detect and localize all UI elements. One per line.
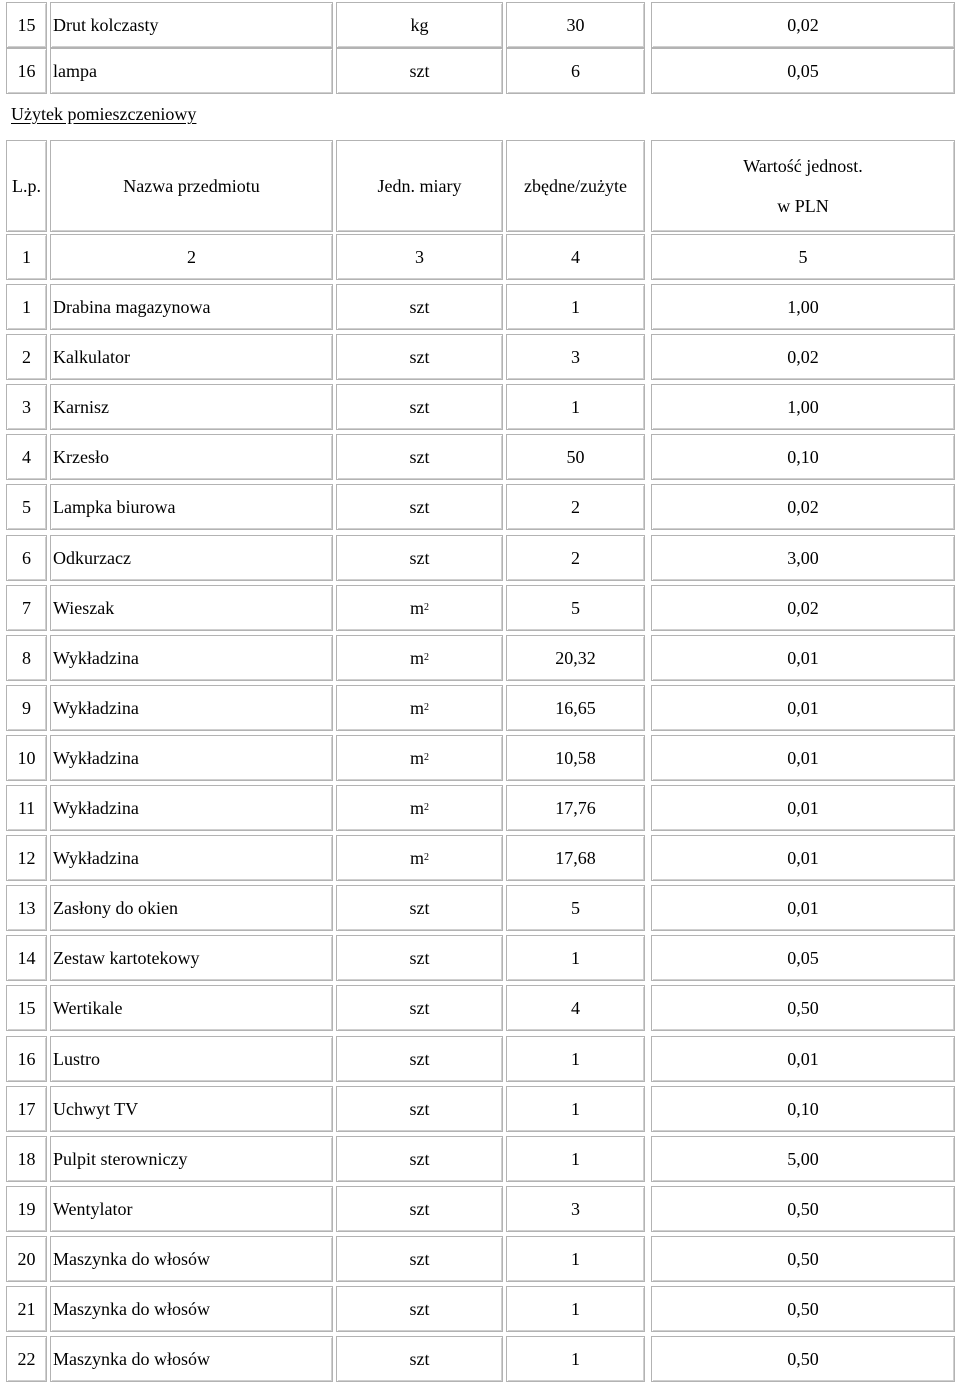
name-cell: Odkurzacz [50,535,333,581]
value-cell: 1,00 [651,284,955,330]
table-row [0,735,960,781]
qty-cell: 5 [506,585,645,631]
value-cell: 0,01 [651,735,955,781]
value-cell: 5,00 [651,1136,955,1182]
lp-cell: 15 [6,2,47,48]
value-cell: 0,01 [651,885,955,931]
unit-cell [336,1236,503,1282]
name-cell: Lampka biurowa [50,484,333,530]
value-cell: 0,10 [651,434,955,480]
header-name: Nazwa przedmiotu [50,140,333,232]
qty-cell: 17,68 [506,835,645,881]
lp-cell: 19 [6,1186,47,1232]
value-cell: 3,00 [651,535,955,581]
header-value-line2: w PLN [777,196,829,216]
value-cell: 0,02 [651,334,955,380]
unit-cell [336,935,503,981]
name-cell: Lustro [50,1036,333,1082]
lp-cell: 6 [6,535,47,581]
lp-cell: 13 [6,885,47,931]
unit-text: m [409,597,424,618]
value-cell: 0,01 [651,635,955,681]
lp-cell: 10 [6,735,47,781]
table-row [0,1236,960,1282]
header-unit: Jedn. miary [336,140,503,232]
lp-cell: 9 [6,685,47,731]
lp-cell: 16 [6,1036,47,1082]
lp-cell: 3 [6,384,47,430]
name-cell: Wieszak [50,585,333,631]
qty-cell: 16,65 [506,685,645,731]
table-row [0,384,960,430]
unit-text: szt [409,446,430,467]
name-cell: Drut kolczasty [50,2,333,48]
qty-cell: 1 [506,1086,645,1132]
unit-text: szt [409,1248,430,1269]
table-row [0,434,960,480]
unit-cell: szt [336,48,503,94]
lp-cell: 14 [6,935,47,981]
table-row [0,885,960,931]
lp-cell: 8 [6,635,47,681]
unit-cell: m 2 [336,585,503,631]
column-number: 1 [6,234,47,280]
unit-cell [336,284,503,330]
value-cell: 0,05 [651,935,955,981]
unit-cell: m 2 [336,835,503,881]
name-cell: Karnisz [50,384,333,430]
value-cell: 0,02 [651,2,955,48]
lp-cell: 17 [6,1086,47,1132]
name-cell: Kalkulator [50,334,333,380]
unit-text: m [409,797,424,818]
qty-cell: 10,58 [506,735,645,781]
qty-cell: 3 [506,334,645,380]
name-cell: Drabina magazynowa [50,284,333,330]
unit-text: szt [409,897,430,918]
table-row [0,2,960,48]
unit-cell: m 2 [336,635,503,681]
name-cell: Maszynka do włosów [50,1236,333,1282]
unit-text: szt [409,1198,430,1219]
name-cell: Wykładzina [50,835,333,881]
unit-text: szt [409,1298,430,1319]
lp-cell: 16 [6,48,47,94]
unit-text: szt [409,396,430,417]
table-row [0,585,960,631]
header-lp: L.p. [6,140,47,232]
qty-cell: 5 [506,885,645,931]
table-row [0,535,960,581]
unit-cell [336,1036,503,1082]
column-number-row [0,234,960,280]
lp-cell: 15 [6,985,47,1031]
qty-cell: 1 [506,1336,645,1382]
name-cell: Krzesło [50,434,333,480]
section-title: Użytek pomieszczeniowy [11,104,197,124]
unit-cell: kg [336,2,503,48]
qty-cell: 3 [506,1186,645,1232]
lp-cell: 11 [6,785,47,831]
lp-cell: 20 [6,1236,47,1282]
unit-cell [336,885,503,931]
table-row [0,685,960,731]
lp-cell: 5 [6,484,47,530]
unit-text: szt [409,296,430,317]
table-row [0,48,960,94]
name-cell: Wykładzina [50,785,333,831]
name-cell: Zestaw kartotekowy [50,935,333,981]
table-row [0,785,960,831]
unit-text: szt [409,997,430,1018]
column-number: 3 [336,234,503,280]
value-cell: 0,10 [651,1086,955,1132]
qty-cell: 1 [506,284,645,330]
lp-cell: 18 [6,1136,47,1182]
table-row [0,484,960,530]
unit-cell [336,484,503,530]
unit-cell [336,1086,503,1132]
qty-cell: 1 [506,1286,645,1332]
table-row [0,935,960,981]
unit-text: m [409,747,424,768]
value-cell: 0,50 [651,1186,955,1232]
lp-cell: 4 [6,434,47,480]
lp-cell: 2 [6,334,47,380]
lp-cell: 7 [6,585,47,631]
qty-cell: 20,32 [506,635,645,681]
unit-text: szt [409,1148,430,1169]
unit-text: szt [409,346,430,367]
value-cell: 0,02 [651,484,955,530]
value-cell: 0,01 [651,1036,955,1082]
name-cell: Wertikale [50,985,333,1031]
column-number: 2 [50,234,333,280]
table-row [0,284,960,330]
unit-cell [336,1286,503,1332]
unit-text: szt [409,1348,430,1369]
value-cell: 1,00 [651,384,955,430]
value-cell: 0,01 [651,685,955,731]
table-header-row [0,140,960,232]
name-cell: Uchwyt TV [50,1086,333,1132]
value-cell: 0,02 [651,585,955,631]
unit-cell [336,384,503,430]
table-row [0,1286,960,1332]
header-value [651,140,955,232]
unit-text: szt [409,547,430,568]
header-value-line1: Wartość jednost. [743,156,863,176]
unit-cell: m 2 [336,735,503,781]
unit-text: szt [409,1098,430,1119]
value-cell: 0,01 [651,835,955,881]
column-number: 5 [651,234,955,280]
qty-cell: 6 [506,48,645,94]
qty-cell: 50 [506,434,645,480]
qty-cell: 1 [506,384,645,430]
qty-cell: 4 [506,985,645,1031]
unit-cell: m 2 [336,685,503,731]
name-cell: Wentylator [50,1186,333,1232]
unit-text: szt [409,1048,430,1069]
unit-cell [336,434,503,480]
qty-cell: 1 [506,1136,645,1182]
lp-cell: 12 [6,835,47,881]
name-cell: Wykładzina [50,735,333,781]
unit-cell [336,334,503,380]
unit-cell [336,1186,503,1232]
qty-cell: 1 [506,1036,645,1082]
table-row [0,1336,960,1382]
header-qty: zbędne/zużyte [506,140,645,232]
name-cell: Pulpit sterowniczy [50,1136,333,1182]
qty-cell: 2 [506,535,645,581]
table-row [0,334,960,380]
table-row [0,1136,960,1182]
qty-cell: 1 [506,935,645,981]
unit-text: m [409,647,424,668]
qty-cell: 1 [506,1236,645,1282]
unit-cell: m 2 [336,785,503,831]
value-cell: 0,01 [651,785,955,831]
unit-text: m [409,697,424,718]
name-cell: Maszynka do włosów [50,1336,333,1382]
name-cell: Wykładzina [50,635,333,681]
qty-cell: 30 [506,2,645,48]
name-cell: Maszynka do włosów [50,1286,333,1332]
column-number: 4 [506,234,645,280]
qty-cell: 17,76 [506,785,645,831]
lp-cell: 1 [6,284,47,330]
lp-cell: 22 [6,1336,47,1382]
unit-cell [336,1336,503,1382]
value-cell: 0,50 [651,1286,955,1332]
name-cell: lampa [50,48,333,94]
unit-text: szt [409,496,430,517]
name-cell: Wykładzina [50,685,333,731]
lp-cell: 21 [6,1286,47,1332]
name-cell: Zasłony do okien [50,885,333,931]
table-row [0,1086,960,1132]
unit-cell [336,535,503,581]
unit-text: m [409,847,424,868]
value-cell: 0,50 [651,985,955,1031]
table-row [0,835,960,881]
unit-text: szt [409,947,430,968]
unit-cell [336,985,503,1031]
unit-cell [336,1136,503,1182]
qty-cell: 2 [506,484,645,530]
value-cell: 0,05 [651,48,955,94]
table-row [0,1036,960,1082]
value-cell: 0,50 [651,1236,955,1282]
value-cell: 0,50 [651,1336,955,1382]
table-row [0,1186,960,1232]
table-row [0,985,960,1031]
table-row [0,635,960,681]
